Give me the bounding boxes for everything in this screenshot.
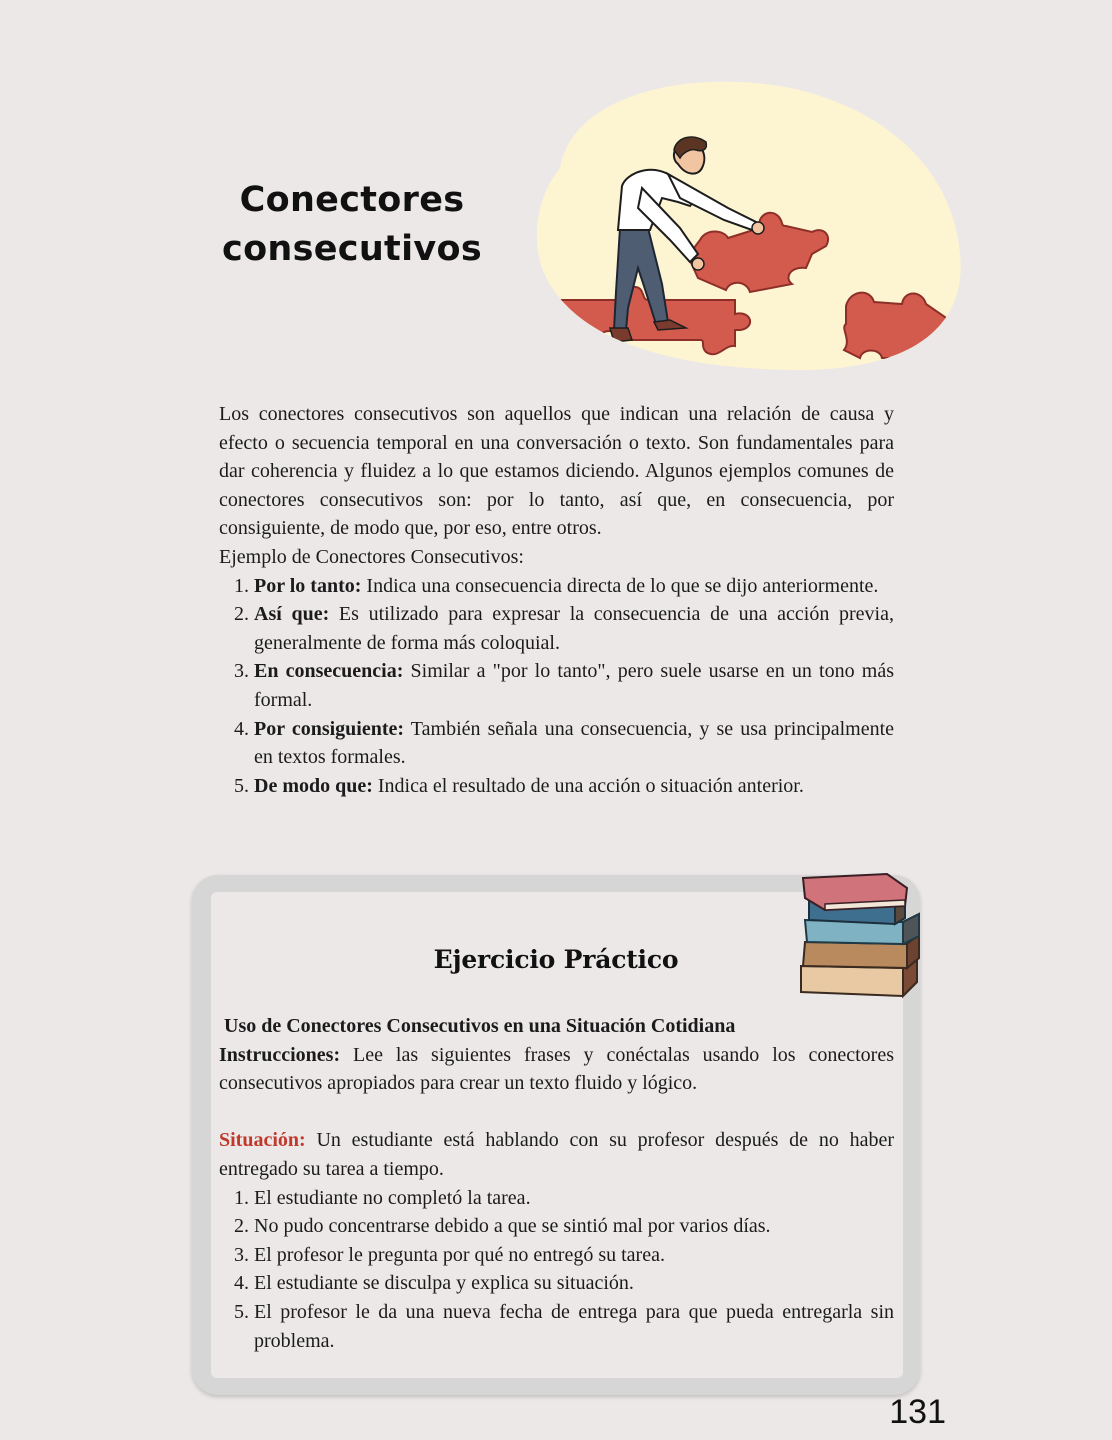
man-shoe-left: [610, 328, 632, 342]
example-item: [219, 572, 894, 601]
exercise-item-text: El profesor le pregunta por qué no entregó su tarea.: [254, 1243, 665, 1266]
example-number: 5.: [234, 774, 249, 797]
exercise-items-list: [219, 1184, 894, 1356]
exercise-item-text: El profesor le da una nueva fecha de entrega para que pueda entregarla sin problema.: [254, 1300, 894, 1352]
exercise-item: [219, 1212, 894, 1241]
exercise-item-number: 1.: [234, 1186, 249, 1209]
example-text: Indica el resultado de una acción o situación anterior.: [372, 774, 804, 797]
example-term: En consecuencia:: [254, 660, 404, 683]
exercise-situation: [219, 1126, 894, 1183]
example-term: De modo que:: [254, 774, 373, 797]
example-item: [219, 657, 894, 714]
example-term: Por lo tanto:: [254, 574, 362, 597]
example-text: Indica una consecuencia directa de lo que se dijo anteriormente.: [361, 574, 879, 597]
exercise-item: [219, 1298, 894, 1355]
exercise-item-number: 3.: [234, 1243, 249, 1266]
exercise-subtitle: Uso de Conectores Consecutivos en una Situación Cotidiana: [224, 1015, 736, 1037]
exercise-title: Ejercicio Práctico: [433, 945, 679, 974]
page-number: 131: [889, 1393, 946, 1431]
exercise-item-number: 4.: [234, 1272, 249, 1295]
example-item: [219, 772, 894, 801]
examples-list: [219, 572, 894, 801]
situation-text: Un estudiante está hablando con su profesor después de no haber entregado su tarea a tiempo.: [219, 1129, 894, 1180]
exercise-item-text: El estudiante se disculpa y explica su situación.: [254, 1272, 634, 1295]
example-number: 3.: [234, 660, 249, 683]
puzzle-illustration-icon: [530, 78, 966, 374]
exercise-item-text: El estudiante no completó la tarea.: [254, 1186, 531, 1209]
stacked-books-icon: [795, 870, 925, 1002]
example-text: Similar a "por lo tanto", pero suele usarse en un tono más formal.: [254, 660, 894, 711]
example-item: [219, 715, 894, 772]
example-number: 4.: [234, 717, 249, 740]
intro-section: [219, 400, 894, 800]
example-item: [219, 600, 894, 657]
exercise-item: [219, 1269, 894, 1298]
example-number: 1.: [234, 574, 249, 597]
intro-paragraph: Los conectores consecutivos son aquellos que indican una relación de causa y efecto o secuencia temporal en una conversación o texto. Son fundamentales para dar coherencia y fluidez a lo que estamos diciendo. Algunos ejemplos comunes de conectores consecutivos son: por lo tanto, así que, en consecuencia, por consiguiente, de modo que, por eso, entre otros.: [219, 403, 894, 540]
exercise-item-number: 2.: [234, 1215, 249, 1238]
situation-label: Situación:: [219, 1129, 306, 1152]
example-text: También señala una consecuencia, y se usa principalmente en textos formales.: [254, 717, 894, 769]
example-number: 2.: [234, 603, 249, 626]
example-text: Es utilizado para expresar la consecuencia de una acción previa, generalmente de forma más coloquial.: [254, 603, 894, 654]
example-term: Por consiguiente:: [254, 717, 405, 740]
spacer: [219, 1098, 894, 1127]
example-term: Así que:: [254, 603, 330, 626]
exercise-section: [219, 1012, 894, 1355]
examples-heading: Ejemplo de Conectores Consecutivos:: [219, 545, 524, 568]
title-line-1: Conectores: [239, 180, 465, 220]
exercise-item-text: No pudo concentrarse debido a que se sintió mal por varios días.: [254, 1215, 771, 1238]
title-line-2: consecutivos: [222, 229, 482, 269]
instructions-label: Instrucciones:: [219, 1043, 341, 1066]
man-hand-left: [692, 258, 704, 270]
exercise-item-number: 5.: [234, 1300, 249, 1323]
man-hand-right: [752, 222, 764, 234]
exercise-item: [219, 1184, 894, 1213]
exercise-instructions: [219, 1041, 894, 1098]
instructions-text: Lee las siguientes frases y conéctalas usando los conectores consecutivos apropiados para crear un texto fluido y lógico.: [219, 1043, 894, 1095]
page-title: [200, 176, 504, 274]
exercise-item: [219, 1241, 894, 1270]
